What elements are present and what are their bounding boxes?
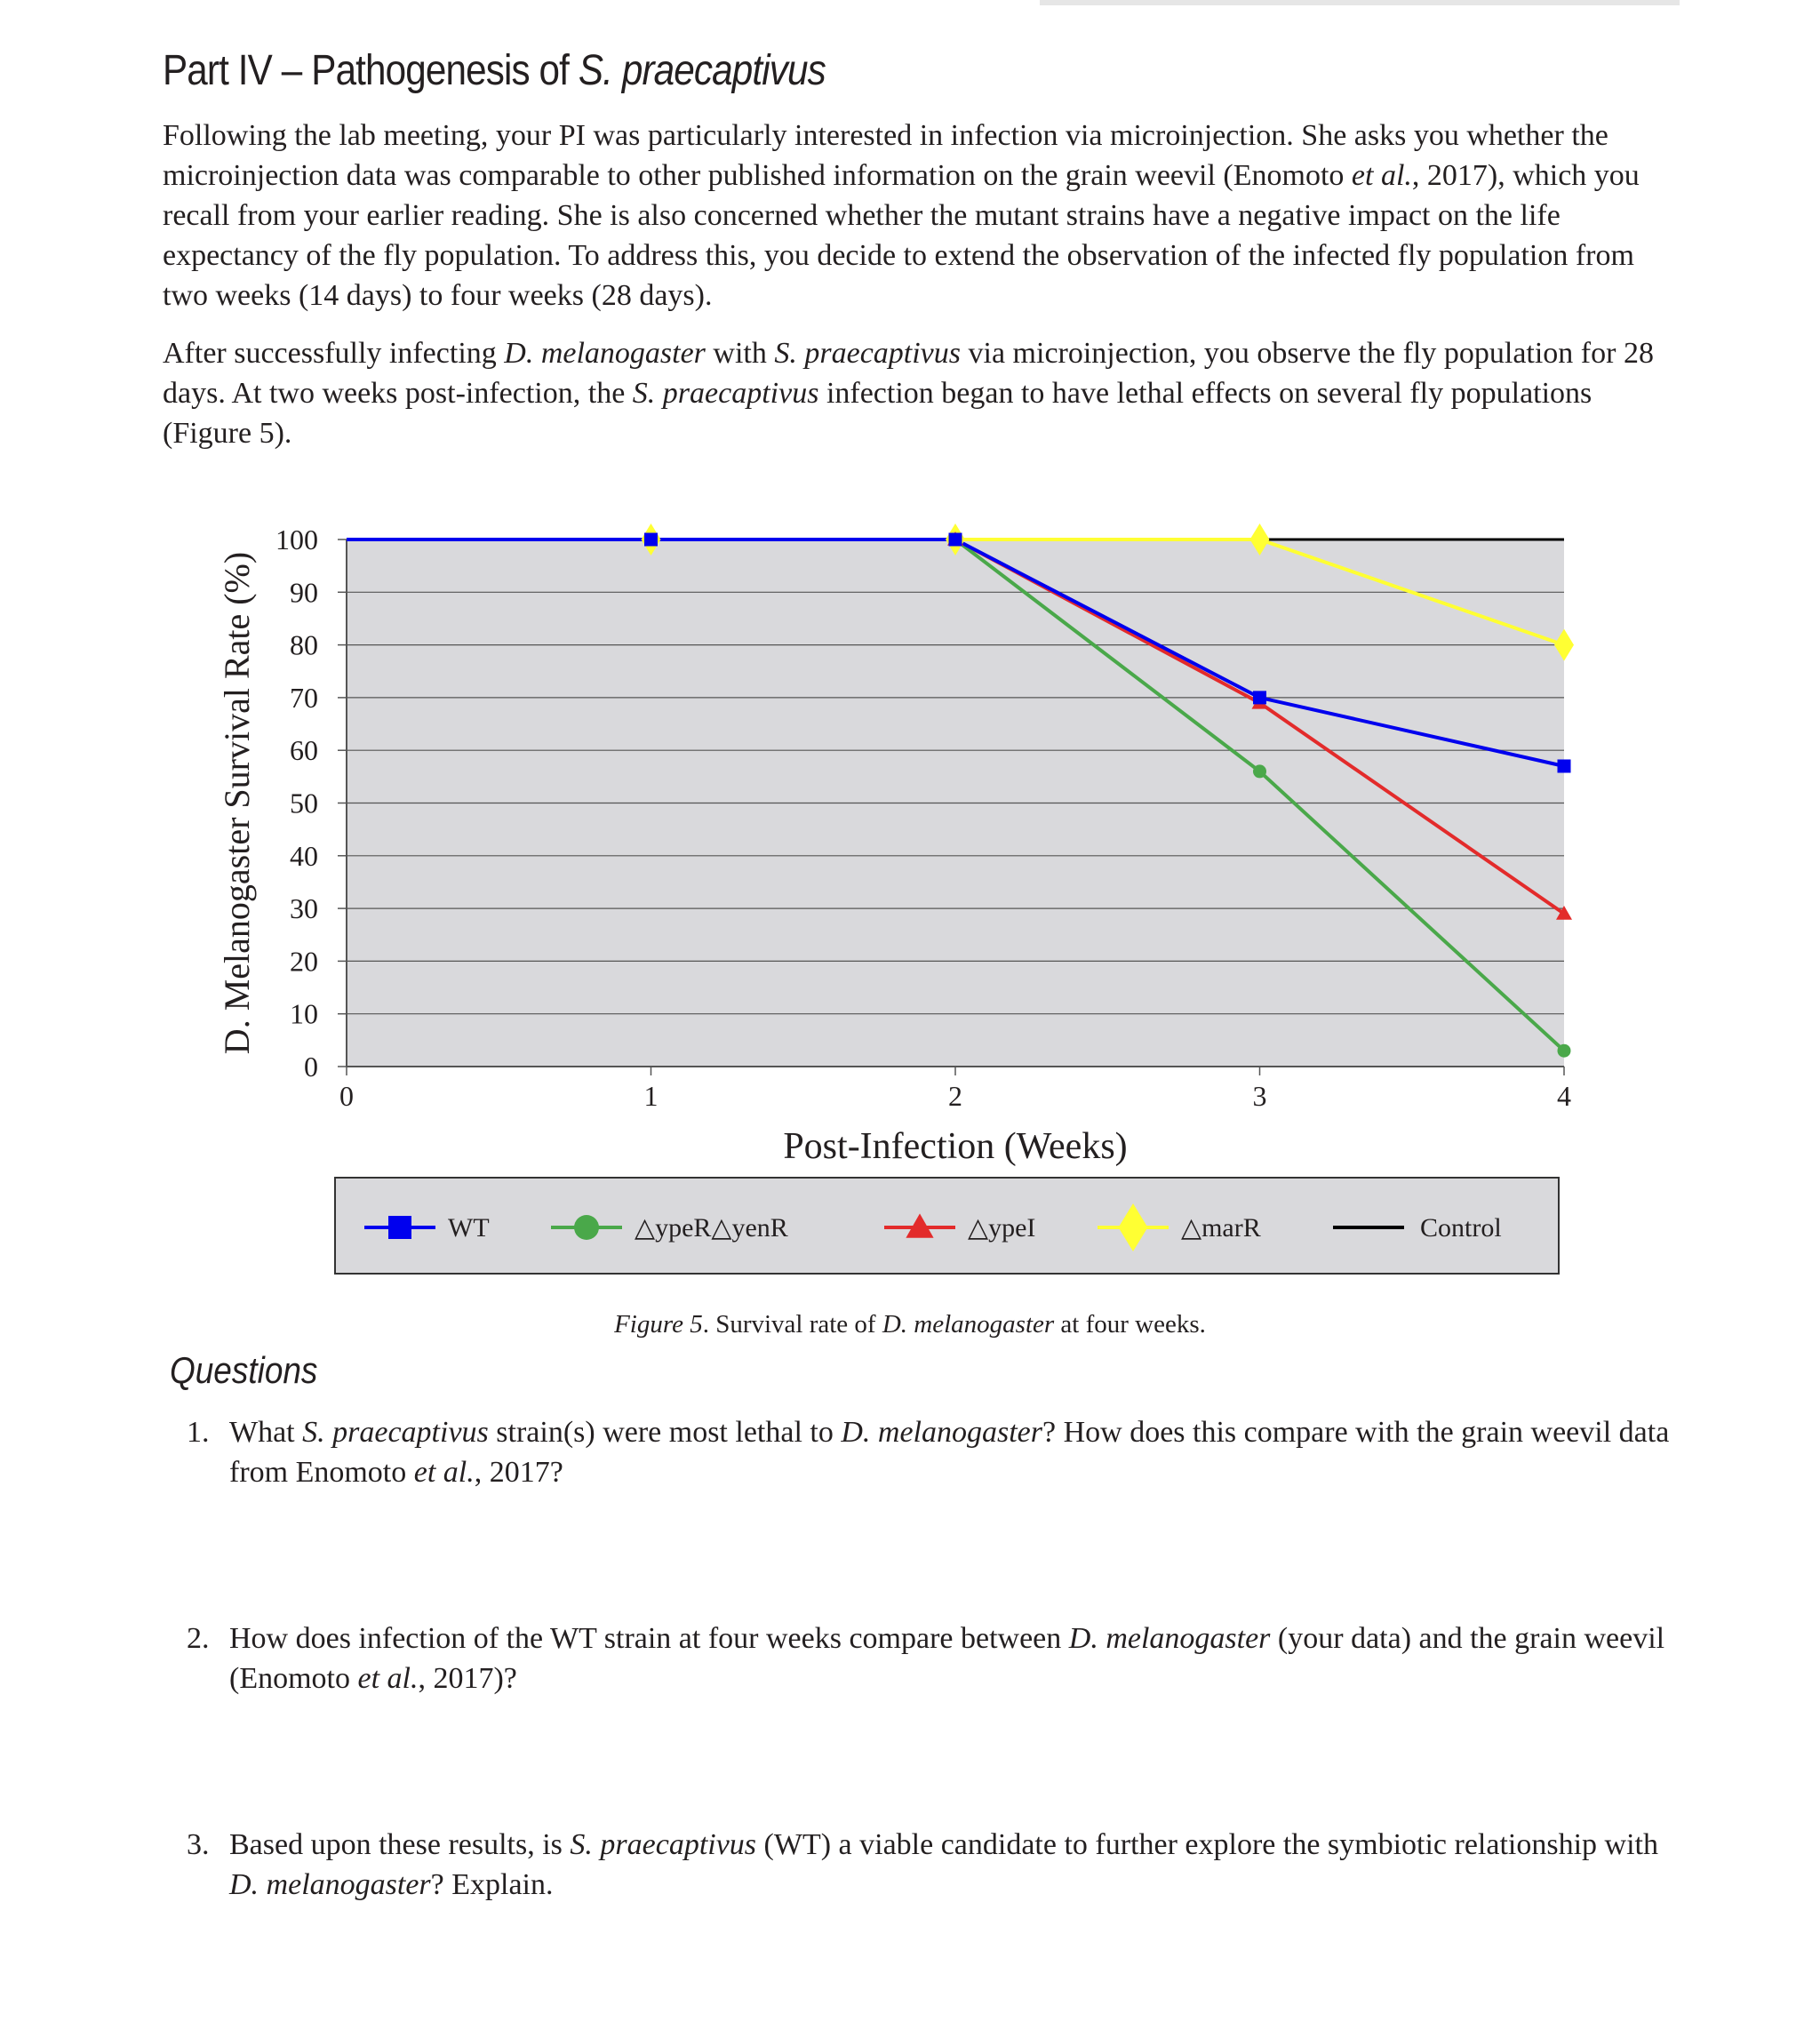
legend-item [551, 1213, 788, 1243]
question-number: 1. [187, 1416, 210, 1449]
data-point [1253, 764, 1266, 778]
question-text [229, 1825, 1680, 1905]
y-tick-label: 0 [304, 1051, 318, 1083]
question-text [229, 1618, 1680, 1698]
text-run: How does infection of the WT strain at four weeks compare between [229, 1622, 1069, 1655]
question-3 [187, 1825, 1680, 1905]
text-run: Following the lab meeting, your PI was particularly interested in infection via microinjection. She asks you whether the microinjection data was comparable to other published information on the grain weevil (Enomoto [163, 119, 1608, 192]
page-title [163, 46, 826, 95]
intro-paragraph-2 [163, 333, 1656, 453]
legend-marker [574, 1215, 599, 1240]
text-run: Based upon these results, is [229, 1828, 571, 1861]
text-run: What [229, 1416, 303, 1449]
italic-run: D. melanogaster [841, 1416, 1042, 1449]
y-tick-label: 20 [290, 945, 318, 978]
italic-run: D. melanogaster [882, 1310, 1055, 1339]
text-run: via microinjection, you observe the fly population for 28 days. At two weeks post-infection, the [163, 337, 1654, 410]
question-text [229, 1412, 1680, 1492]
text-run: with [705, 337, 775, 370]
y-tick-label: 70 [290, 681, 318, 714]
text-run: infection began to have lethal effects on several fly populations (Figure 5). [163, 377, 1592, 450]
legend-label: △ypeI [968, 1213, 1036, 1243]
questions-heading: Questions [170, 1349, 318, 1391]
text-run: , 2017), which you recall from your earlier reading. She is also concerned whether the mutant strains have a negative impact on the life expectancy of the fly population. To address this, you decide to extend the observation of the infected fly population from two weeks (14 days) to four weeks (28 days). [163, 159, 1640, 312]
y-tick-label: 100 [275, 523, 318, 555]
data-point [1558, 759, 1571, 772]
x-tick-label: 4 [1557, 1080, 1571, 1112]
legend-label: △marR [1181, 1213, 1261, 1243]
data-point [1253, 691, 1266, 704]
legend-label: Control [1420, 1213, 1502, 1243]
italic-run: et al. [413, 1456, 475, 1489]
italic-run: S. praecaptivus [302, 1416, 489, 1449]
y-tick-label: 90 [290, 576, 318, 609]
x-tick-label: 1 [643, 1080, 659, 1112]
text-run: (WT) a viable candidate to further explore the symbiotic relationship with [756, 1828, 1658, 1861]
y-tick-label: 60 [290, 734, 318, 767]
text-run: at four weeks. [1054, 1310, 1206, 1339]
italic-run: D. melanogaster [229, 1868, 431, 1901]
text-run: , 2017? [474, 1456, 563, 1489]
figure-caption [0, 1310, 1820, 1339]
text-run: , 2017)? [418, 1662, 517, 1695]
x-tick-labels [339, 1067, 1571, 1112]
header-rule [1040, 0, 1680, 5]
question-2 [187, 1618, 1680, 1698]
x-tick-label: 0 [339, 1080, 354, 1112]
italic-run: S. praecaptivus [570, 1828, 757, 1861]
y-tick-labels [275, 523, 347, 1083]
y-tick-label: 10 [290, 997, 318, 1030]
text-run: ? How does this compare with the grain weevil data from Enomoto [229, 1416, 1670, 1489]
survival-chart [0, 498, 1820, 1369]
x-axis-label: Post-Infection (Weeks) [783, 1126, 1128, 1167]
italic-run: et al. [357, 1662, 419, 1695]
intro-paragraph-1 [163, 116, 1656, 316]
text-run: strain(s) were most lethal to [488, 1416, 842, 1449]
y-axis-label: D. Melanogaster Survival Rate (%) [217, 551, 257, 1055]
data-point [1558, 1044, 1571, 1058]
italic-run: S. praecaptivus [632, 377, 819, 410]
x-tick-label: 3 [1252, 1080, 1267, 1112]
title-text: Part IV – Pathogenesis of [163, 47, 579, 94]
italic-run: S. praecaptivus [774, 337, 962, 370]
title-organism: S. praecaptivus [578, 47, 826, 94]
data-point [644, 533, 658, 547]
text-run: (your data) and the grain weevil (Enomoto [229, 1622, 1665, 1695]
y-tick-label: 80 [290, 628, 318, 661]
y-tick-label: 30 [290, 892, 318, 925]
legend-marker [388, 1216, 411, 1239]
question-number: 2. [187, 1622, 210, 1655]
italic-run: et al. [1351, 159, 1412, 192]
text-run: ? Explain. [430, 1868, 554, 1901]
y-tick-label: 40 [290, 839, 318, 872]
y-tick-label: 50 [290, 787, 318, 819]
legend-label: WT [448, 1213, 490, 1243]
question-1 [187, 1412, 1680, 1492]
question-number: 3. [187, 1828, 210, 1861]
x-tick-label: 2 [948, 1080, 962, 1112]
text-run: After successfully infecting [163, 337, 505, 370]
italic-run: D. melanogaster [504, 337, 706, 370]
italic-run: D. melanogaster [1068, 1622, 1271, 1655]
data-point [949, 533, 962, 547]
text-run: . Survival rate of [702, 1310, 882, 1339]
italic-run: Figure 5 [614, 1310, 703, 1339]
legend-label: △ypeR△yenR [635, 1213, 788, 1243]
